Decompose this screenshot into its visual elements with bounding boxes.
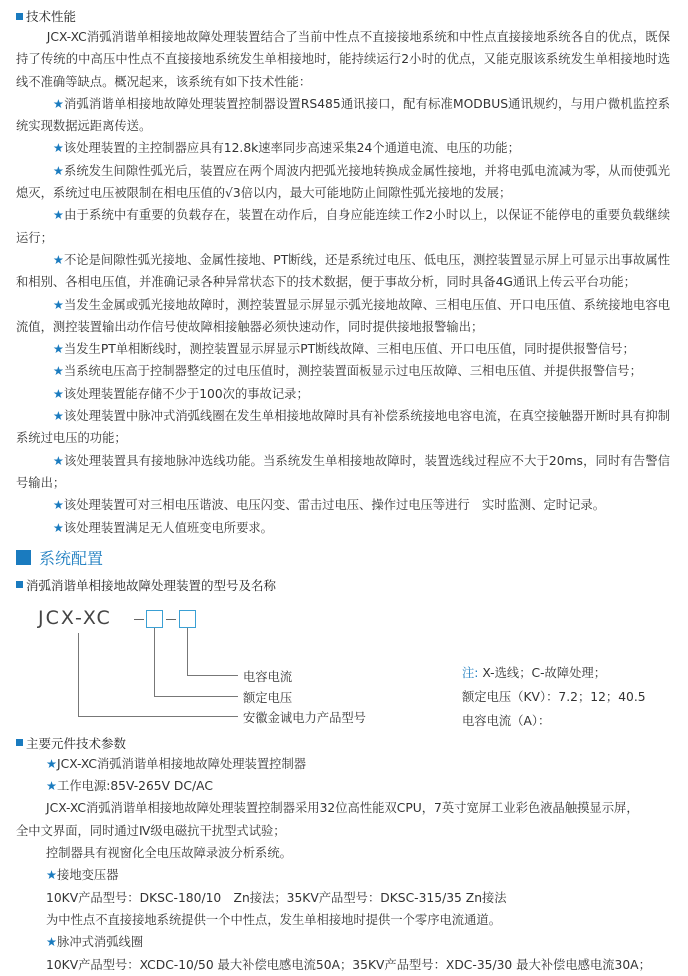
tech-item-text: 该处理装置的主控制器应具有12.8k速率同步高速采集24个通道电流、电压的功能； <box>63 141 520 156</box>
components-heading: 主要元件技术参数 <box>26 735 127 751</box>
tech-item-text: 该处理装置能存储不少于100次的事故记录； <box>63 386 309 401</box>
tech-item <box>0 450 688 495</box>
model-diagram <box>0 595 688 728</box>
tech-item <box>0 249 688 294</box>
star-icon: ★ <box>46 868 58 883</box>
tech-item <box>0 405 688 450</box>
note-text-1: X-选线；C-故障处理； <box>482 665 607 680</box>
tech-item-text: 该处理装置中脉冲式消弧线圈在发生单相接地故障时具有补偿系统接地电容电流，在真空接触器开断时具有抑制系统过电压的功能； <box>16 409 670 446</box>
note-line-3: 电容电流（A）： <box>462 713 551 728</box>
tech-item-text: 当发生PT单相断线时，测控装置显示屏显示PT断线故障、三相电压值、开口电压值，同时提供报警信号； <box>63 342 635 357</box>
tech-item <box>0 160 688 205</box>
connector-h3 <box>78 716 238 717</box>
component-line <box>0 864 688 886</box>
model-box-1 <box>146 610 163 628</box>
label-product-model: 安徽金诚电力产品型号 <box>243 710 366 725</box>
connector-v3 <box>78 633 79 716</box>
tech-item <box>0 204 688 249</box>
connector-v2 <box>154 628 155 696</box>
section-bar-icon <box>16 550 31 565</box>
model-heading-row <box>0 575 688 595</box>
tech-heading: 技术性能 <box>26 9 77 24</box>
tech-item <box>0 360 688 382</box>
star-icon: ★ <box>52 141 64 156</box>
model-heading: 消弧消谐单相接地故障处理装置的型号及名称 <box>26 577 277 593</box>
connector-h2 <box>154 696 238 697</box>
star-icon: ★ <box>52 498 64 513</box>
model-dash-1 <box>134 619 144 620</box>
model-dash-2 <box>166 619 176 620</box>
tech-item-text: 该处理装置具有接地脉冲选线功能。当系统发生单相接地故障时，装置选线过程应不大于20ms，同时有告警信号输出； <box>16 453 670 490</box>
tech-intro: JCX-XC消弧消谐单相接地故障处理装置结合了当前中性点不直接接地系统和中性点直接接地系统各自的优点，既保持了传统的中高压中性点不直接接地系统发生单相接地时，能持续运行2小时的优点，又能克服该系统发生单相接地时选线不准确等缺点。概况起来，该系统有如下技术性能： <box>16 30 670 89</box>
star-icon: ★ <box>52 342 64 357</box>
note-line-2: 额定电压（KV）：7.2；12；40.5 <box>462 689 646 704</box>
star-icon: ★ <box>52 208 65 223</box>
label-capacitance: 电容电流 <box>243 669 293 684</box>
tech-item <box>0 137 688 159</box>
square-bullet-icon <box>16 739 23 746</box>
tech-item-text: 系统发生间隙性弧光后，装置应在两个周波内把弧光接地转换成金属性接地，并将电弧电流减为零，从而使弧光熄灭，系统过电压被限制在相电压值的√3倍以内，最大可能地防止间隙性弧光接地的发展； <box>16 163 670 201</box>
tech-item-text: 当系统电压高于控制器整定的过电压值时，测控装置面板显示过电压故障、三相电压值、并提供报警信号； <box>63 364 642 379</box>
star-icon: ★ <box>52 163 64 178</box>
component-line-text: 脉冲式消弧线圈 <box>57 935 144 950</box>
config-heading: 系统配置 <box>39 549 104 569</box>
star-icon: ★ <box>46 935 58 950</box>
tech-item-text: 当发生金属或弧光接地故障时，测控装置显示屏显示弧光接地故障、三相电压值、开口电压值、系统接地电容电流值，测控装置输出动作信号使故障相接触器必须快速动作，同时提供接地报警输出； <box>16 297 670 334</box>
connector-h1 <box>187 675 238 676</box>
star-icon: ★ <box>52 409 64 424</box>
component-line-text: 接地变压器 <box>57 868 119 883</box>
star-icon: ★ <box>52 520 64 535</box>
square-bullet-icon <box>16 581 23 588</box>
tech-item-text: 由于系统中有重要的负载存在，装置在动作后，自身应能连续工作2小时以上，以保证不能停电的重要负载继续运行； <box>16 208 670 245</box>
star-icon: ★ <box>52 386 64 401</box>
label-rated-voltage: 额定电压 <box>243 690 293 705</box>
star-icon: ★ <box>52 252 64 267</box>
component-line: JCX-XC消弧消谐单相接地故障处理装置控制器采用32位高性能双CPU，7英寸宽屏工业彩色液晶触摸显示屏， <box>46 801 639 816</box>
tech-item-text: 该处理装置满足无人值班变电所要求。 <box>63 520 273 535</box>
square-bullet-icon <box>16 13 23 20</box>
components-heading-row <box>0 733 688 753</box>
components-list <box>0 753 688 976</box>
tech-item <box>0 517 688 539</box>
star-icon: ★ <box>52 364 64 379</box>
tech-item <box>0 294 688 339</box>
component-line: 全中文界面，同时通过Ⅳ级电磁抗干扰型式试验； <box>16 823 286 838</box>
tech-items-list <box>0 93 688 539</box>
component-line: 10KV产品型号：XCDC-10/50 最大补偿电感电流50A；35KV产品型号：XDC-35/30 最大补偿电感电流30A； <box>46 957 651 972</box>
component-line: 为中性点不直接接地系统提供一个中性点，发生单相接地时提供一个零序电流通道。 <box>46 912 501 927</box>
tech-item <box>0 383 688 405</box>
tech-item <box>0 494 688 516</box>
star-icon: ★ <box>52 297 64 312</box>
component-line <box>0 753 688 775</box>
star-icon: ★ <box>46 779 58 794</box>
tech-item-text: 消弧消谐单相接地故障处理装置控制器设置RS485通讯接口，配有标准MODBUS通讯规约，与用户微机监控系统实现数据远距离传送。 <box>16 96 671 134</box>
star-icon: ★ <box>52 96 65 111</box>
component-line <box>0 775 688 797</box>
component-line <box>0 931 688 953</box>
model-code: JCX-XC <box>38 606 112 629</box>
component-line: 控制器具有视窗化全电压故障录波分析系统。 <box>46 846 292 861</box>
note-title: 注: <box>462 665 479 680</box>
tech-item <box>0 338 688 360</box>
component-line-text: 工作电源:85V-265V DC/AC <box>57 779 213 794</box>
star-icon: ★ <box>52 453 65 468</box>
component-line-text: JCX-XC消弧消谐单相接地故障处理装置控制器 <box>57 756 307 771</box>
star-icon: ★ <box>46 756 58 771</box>
config-heading-row <box>0 543 688 573</box>
tech-item-text: 该处理装置可对三相电压谐波、电压闪变、雷击过电压、操作过电压等进行 实时监测、定时记录。 <box>63 498 605 513</box>
tech-heading-row <box>0 6 688 26</box>
tech-item <box>0 93 688 138</box>
component-line: 10KV产品型号：DKSC-180/10 Zn接法；35KV产品型号：DKSC-315/35 Zn接法 <box>46 890 507 905</box>
note-line-1 <box>462 663 606 681</box>
connector-v1 <box>187 628 188 675</box>
model-box-2 <box>179 610 196 628</box>
tech-item-text: 不论是间隙性弧光接地、金属性接地、PT断线，还是系统过电压、低电压，测控装置显示屏上可显示出事故属性和相别、各相电压值，并准确记录各种异常状态下的技术数据，便于事故分析，同时具备4G通讯上传云平台功能； <box>16 252 670 290</box>
